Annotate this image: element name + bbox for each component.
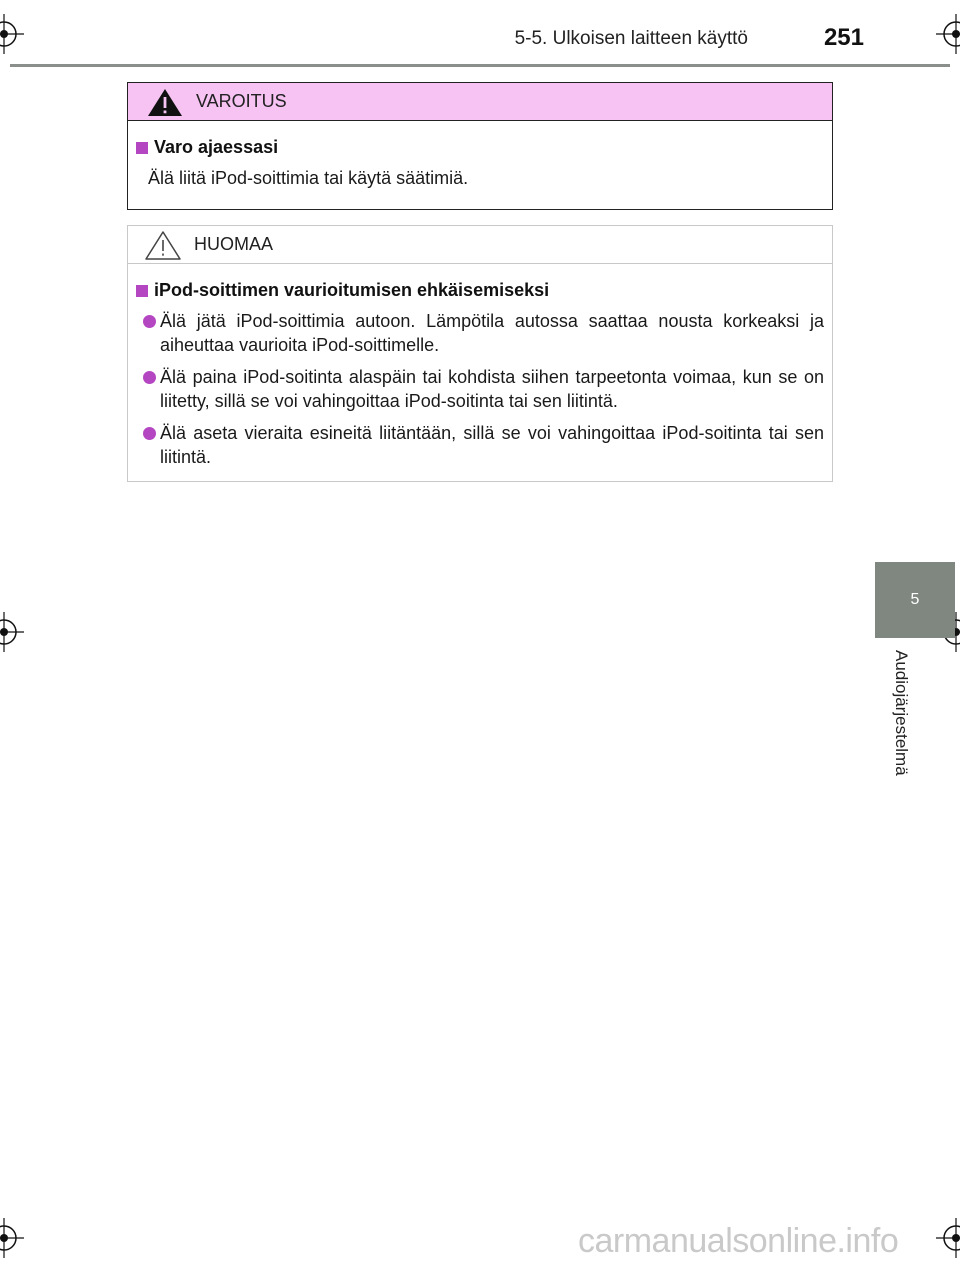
notice-header — [128, 226, 832, 264]
watermark: carmanualsonline.info — [578, 1222, 899, 1260]
warning-header — [128, 83, 832, 121]
notice-list — [142, 309, 824, 469]
registration-mark-icon — [0, 1218, 24, 1258]
caution-triangle-icon — [144, 229, 182, 261]
chapter-number: 5 — [910, 591, 920, 608]
warning-label: VAROITUS — [196, 91, 287, 111]
warning-section-title — [136, 137, 832, 158]
round-bullet-icon — [143, 371, 156, 384]
page-number: 251 — [823, 24, 864, 51]
list-item — [142, 365, 824, 413]
list-item-text: Älä paina iPod-soitinta alaspäin tai kohdista siihen tarpeetonta voimaa, kun se on liitetty, sillä se voi vahingoittaa iPod-soitinta tai sen liitintä. — [160, 367, 824, 411]
chapter-label: Audiojärjestelmä — [892, 650, 911, 776]
warning-section-title-text: Varo ajaessasi — [154, 137, 279, 157]
list-item — [142, 421, 824, 469]
header-rule — [10, 64, 950, 67]
notice-box — [127, 225, 833, 482]
square-bullet-icon — [136, 285, 148, 297]
list-item-text: Älä jätä iPod-soittimia autoon. Lämpötila autossa saattaa nousta korkeaksi ja aiheuttaa vaurioita iPod-soittimelle. — [160, 311, 824, 355]
round-bullet-icon — [143, 315, 156, 328]
warning-body: Älä liitä iPod-soittimia tai käytä säätimiä. — [148, 168, 469, 188]
registration-mark-icon — [0, 14, 24, 54]
notice-section-title — [136, 280, 832, 301]
list-item-text: Älä aseta vieraita esineitä liitäntään, sillä se voi vahingoittaa iPod-soitinta tai sen liitintä. — [160, 423, 824, 467]
round-bullet-icon — [143, 427, 156, 440]
chapter-tab — [875, 562, 955, 638]
square-bullet-icon — [136, 142, 148, 154]
warning-triangle-icon — [146, 86, 184, 118]
notice-section-title-text: iPod-soittimen vaurioitumisen ehkäisemiseksi — [154, 280, 550, 300]
list-item — [142, 309, 824, 357]
notice-label: HUOMAA — [194, 234, 274, 254]
section-title: 5-5. Ulkoisen laitteen käyttö — [514, 28, 748, 49]
warning-box — [127, 82, 833, 210]
registration-mark-icon — [936, 14, 960, 54]
registration-mark-icon — [0, 612, 24, 652]
